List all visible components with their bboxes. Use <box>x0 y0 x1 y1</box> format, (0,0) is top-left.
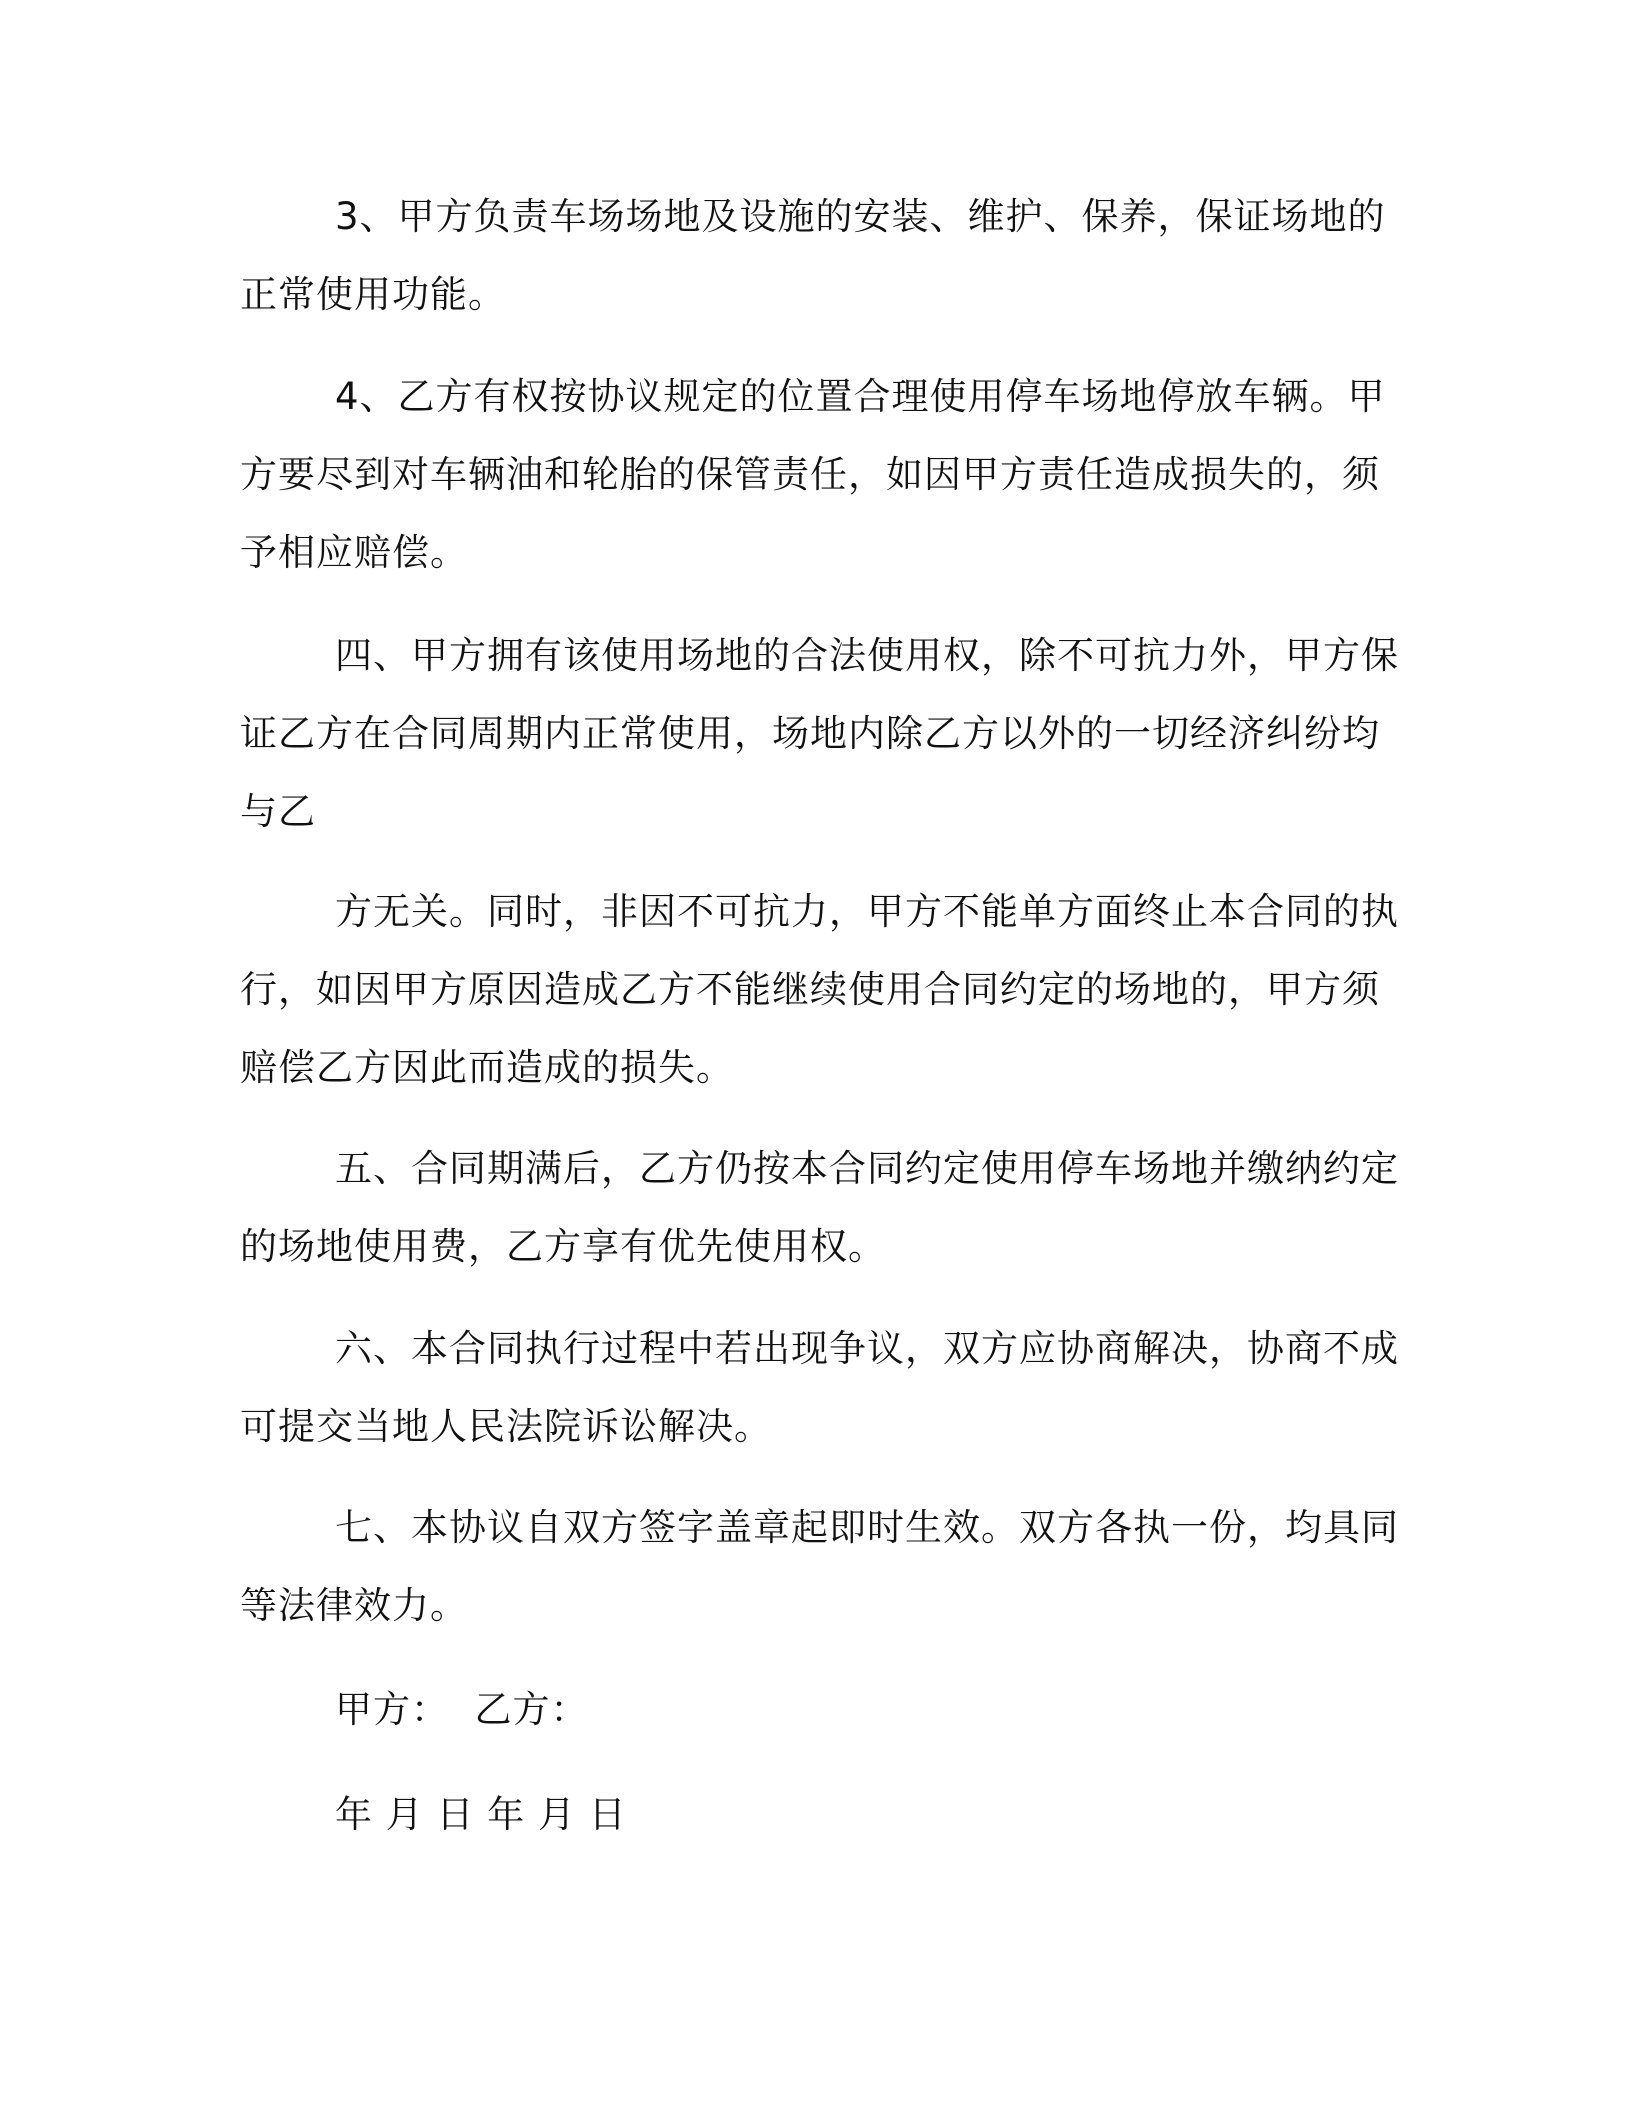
paragraph-clause-six <box>240 1310 1399 1466</box>
paragraph-line: 证乙方在合同周期内正常使用，场地内除乙方以外的一切经济纠纷均 <box>240 712 1380 755</box>
paragraph-line: 与乙 <box>240 790 316 833</box>
paragraph-line: 六、本合同执行过程中若出现争议，双方应协商解决，协商不成 <box>335 1327 1399 1370</box>
paragraph-line: 的场地使用费，乙方享有优先使用权。 <box>240 1225 886 1268</box>
paragraph-clause-four-continued <box>240 873 1399 1107</box>
paragraph-line: 正常使用功能。 <box>240 273 506 316</box>
paragraph-line: 可提交当地人民法院诉讼解决。 <box>240 1405 772 1448</box>
paragraph-line: 五、合同期满后，乙方仍按本合同约定使用停车场地并缴纳约定 <box>335 1147 1399 1190</box>
paragraph-line: 3、甲方负责车场场地及设施的安装、维护、保养，保证场地的 <box>335 195 1386 238</box>
paragraph-line: 等法律效力。 <box>240 1584 468 1627</box>
paragraph-line: 予相应赔偿。 <box>240 531 468 574</box>
signature-parties: 甲方： 乙方： <box>335 1688 589 1731</box>
paragraph-line: 4、乙方有权按协议规定的位置合理使用停车场地停放车辆。甲 <box>335 375 1386 418</box>
paragraph-clause-4 <box>240 358 1386 592</box>
paragraph-line: 方无关。同时，非因不可抗力，甲方不能单方面终止本合同的执 <box>335 890 1399 933</box>
paragraph-line: 方要尽到对车辆油和轮胎的保管责任，如因甲方责任造成损失的，须 <box>240 453 1380 496</box>
paragraph-line: 七、本协议自双方签字盖章起即时生效。双方各执一份，均具同 <box>335 1506 1399 1549</box>
signature-dates: 年 月 日 年 月 日 <box>335 1793 627 1836</box>
paragraph-clause-five <box>240 1130 1399 1286</box>
paragraph-clause-seven <box>240 1489 1399 1645</box>
paragraph-line: 四、甲方拥有该使用场地的合法使用权，除不可抗力外，甲方保 <box>335 634 1399 677</box>
paragraph-line: 赔偿乙方因此而造成的损失。 <box>240 1046 734 1089</box>
paragraph-clause-four <box>240 617 1399 851</box>
paragraph-clause-3 <box>240 178 1386 334</box>
paragraph-line: 行，如因甲方原因造成乙方不能继续使用合同约定的场地的，甲方须 <box>240 968 1380 1011</box>
